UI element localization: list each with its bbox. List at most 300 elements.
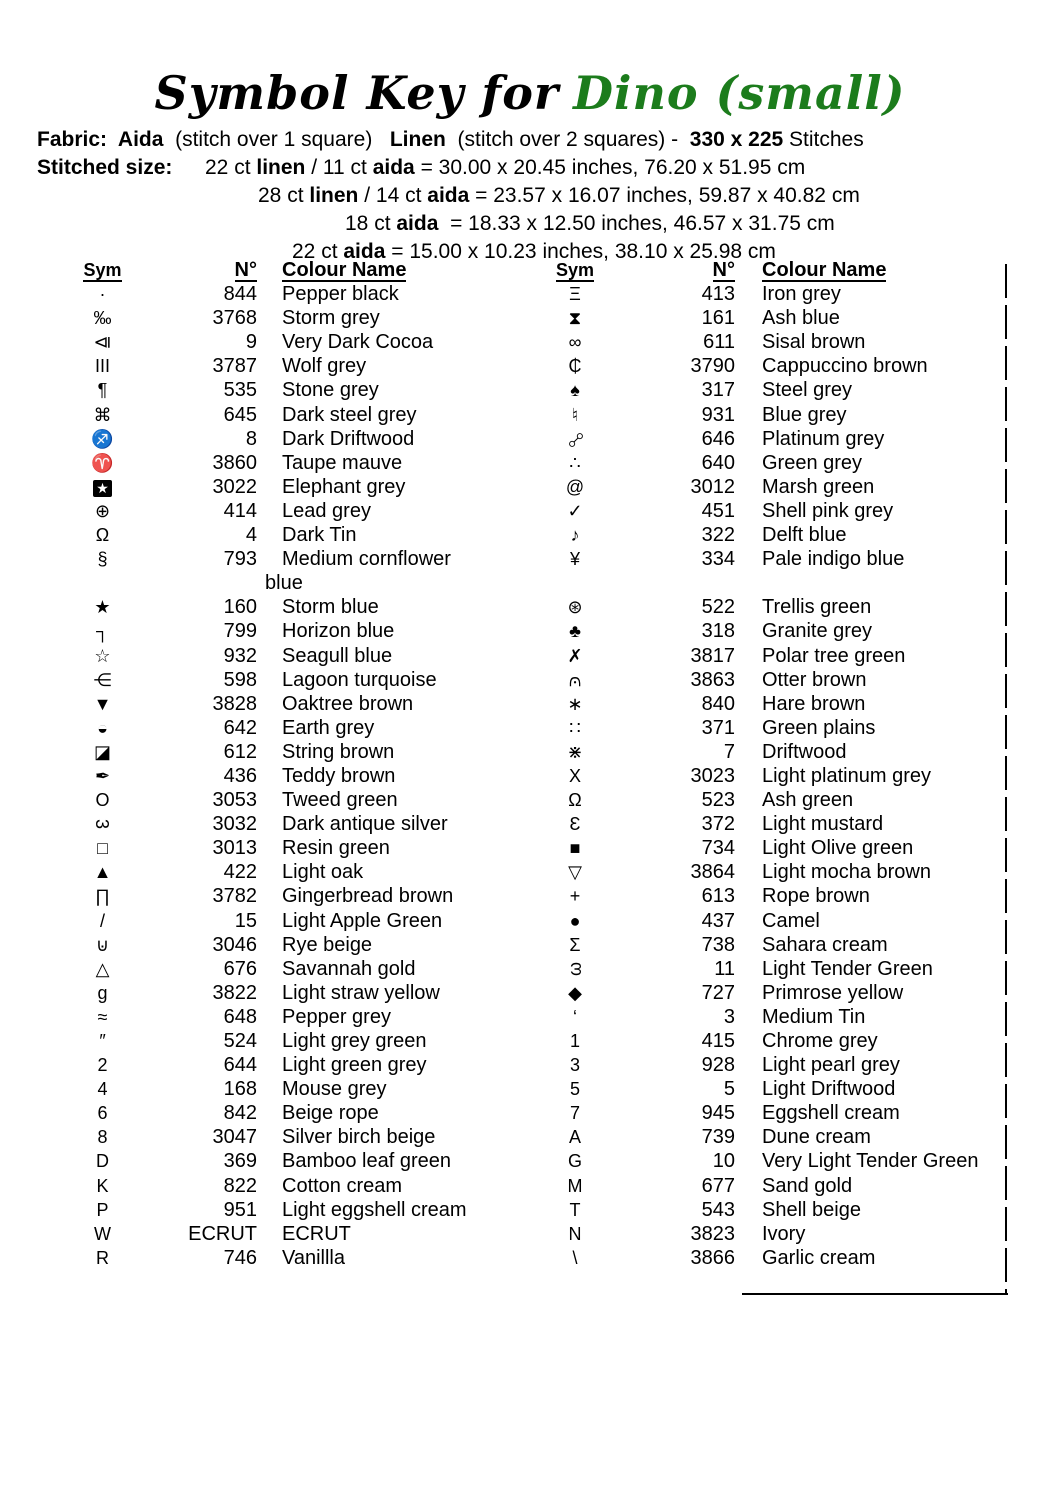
colour-name-cell: Tweed green <box>282 789 398 812</box>
stitch-symbol-glyph: ♠ <box>570 380 580 401</box>
stitch-symbol-glyph: ‘ <box>573 1006 577 1027</box>
header-colour-name-right <box>735 258 1025 282</box>
thread-number-cell: 3790 <box>690 355 735 378</box>
symbol-cell <box>60 764 145 788</box>
colour-name-cell: Resin green <box>282 837 390 860</box>
stitch-symbol-glyph: § <box>97 549 108 570</box>
symbol-cell <box>60 933 145 957</box>
colour-name-cell: Sahara cream <box>762 933 888 956</box>
colour-name-cell: Delft blue <box>762 524 847 547</box>
stitch-symbol-glyph: ω <box>565 961 585 976</box>
stitch-symbol-glyph: ⧗ <box>568 308 582 329</box>
stitched-size-line <box>205 154 864 182</box>
thread-number-cell: 951 <box>223 1198 257 1221</box>
thread-number-cell: 3 <box>723 1005 735 1028</box>
colour-name-cell: Light grey green <box>282 1030 427 1052</box>
thread-number-cell: 932 <box>223 644 257 667</box>
colour-name-cell: Light green grey <box>282 1054 427 1077</box>
thread-number-cell: 645 <box>223 403 257 426</box>
symbol-key-table <box>60 258 1025 1270</box>
stitch-symbol-glyph: M <box>567 1175 583 1196</box>
stitch-symbol-glyph: ≈ <box>97 1006 108 1027</box>
stitch-symbol-glyph: ⧟ <box>561 425 589 453</box>
thread-number-cell: 3828 <box>212 692 257 715</box>
thread-number-cell <box>620 571 735 595</box>
text-segment: (stitch over 1 square) <box>163 128 390 151</box>
stitch-symbol-glyph: 6 <box>97 1103 108 1124</box>
colour-name-cell: Light platinum grey <box>762 764 931 787</box>
symbol-cell <box>530 1149 620 1173</box>
stitch-symbol-glyph: R <box>96 1247 109 1268</box>
colour-name-cell: Storm grey <box>282 307 380 330</box>
stitch-symbol-glyph: \ <box>572 1247 578 1268</box>
thread-number-cell: 646 <box>701 427 735 450</box>
stitch-symbol-glyph: · <box>99 284 106 305</box>
colour-name-cell: Medium cornflower <box>282 548 451 571</box>
thread-number-cell: 3787 <box>212 355 257 378</box>
text-segment: aida <box>343 240 386 263</box>
header-number-right <box>620 258 735 282</box>
symbol-cell <box>530 306 620 330</box>
symbol-cell <box>530 427 620 451</box>
symbol-cell <box>530 933 620 957</box>
stitch-symbol-glyph: III <box>94 356 110 377</box>
thread-number-cell: 535 <box>223 379 257 402</box>
thread-number-cell: 931 <box>701 403 735 426</box>
thread-number-cell: 822 <box>223 1174 257 1197</box>
thread-number-cell: 451 <box>701 499 735 522</box>
stitch-symbol-glyph: 3 <box>569 1055 580 1076</box>
symbol-cell <box>530 330 620 354</box>
stitch-symbol-glyph: W <box>94 1223 111 1244</box>
thread-number-cell: 436 <box>223 764 257 787</box>
thread-number-cell: 437 <box>701 909 735 932</box>
thread-number-cell: 168 <box>223 1078 257 1101</box>
thread-number-cell: 612 <box>223 740 257 763</box>
symbol-cell <box>530 1077 620 1101</box>
colour-name-cell: Iron grey <box>762 283 841 306</box>
thread-number-cell: 734 <box>701 837 735 860</box>
text-segment: 330 x 225 <box>689 128 784 151</box>
symbol-cell <box>60 957 145 981</box>
colour-name-cell: Medium Tin <box>762 1005 866 1028</box>
symbol-cell <box>530 595 620 619</box>
symbol-cell <box>530 1053 620 1077</box>
symbol-cell <box>60 619 145 643</box>
symbol-cell <box>60 523 145 547</box>
thread-number-cell: 8 <box>245 427 257 450</box>
colour-name-cell: Beige rope <box>282 1102 379 1125</box>
stitch-symbol-glyph: ∷ <box>569 717 581 738</box>
stitch-symbol-glyph: 7 <box>569 1103 580 1124</box>
symbol-cell <box>530 378 620 402</box>
symbol-cell <box>60 330 145 354</box>
page-edge-bottom-line <box>742 1293 1008 1295</box>
stitch-symbol-glyph: ♪ <box>570 525 580 546</box>
stitch-symbol-glyph: ∗ <box>567 693 583 714</box>
symbol-cell <box>60 547 145 571</box>
colour-name-cell: Light Olive green <box>762 837 914 860</box>
symbol-cell <box>530 282 620 306</box>
colour-name-cell: Cotton cream <box>282 1174 403 1197</box>
colour-name-cell: Ivory <box>762 1222 806 1245</box>
text-segment: Fabric: <box>37 128 118 151</box>
symbol-cell <box>530 1101 620 1125</box>
symbol-cell <box>530 1029 620 1053</box>
symbol-cell <box>530 668 620 692</box>
thread-number-cell: 928 <box>701 1054 735 1077</box>
header-sym-right-text: Sym <box>555 260 595 280</box>
colour-name-cell: Light eggshell cream <box>282 1198 467 1221</box>
colour-name-cell: Pepper grey <box>282 1005 391 1028</box>
colour-name-cell: Otter brown <box>762 668 867 691</box>
stitch-symbol-glyph: ⩀ <box>568 669 582 690</box>
stitch-symbol-glyph: Ω <box>95 525 110 546</box>
thread-number-cell: 422 <box>223 861 257 884</box>
page-edge-dashed-line <box>1005 264 1007 1293</box>
text-segment: linen <box>309 184 359 207</box>
thread-number-cell: 799 <box>223 620 257 643</box>
thread-number-cell: 676 <box>223 957 257 980</box>
symbol-cell <box>530 884 620 908</box>
colour-name-cell: Light straw yellow <box>282 981 440 1004</box>
symbol-cell <box>60 1101 145 1125</box>
stitch-symbol-glyph: O <box>95 790 110 811</box>
symbol-cell <box>530 909 620 933</box>
thread-number-cell: 3782 <box>212 885 257 908</box>
thread-number-cell: 317 <box>701 379 735 402</box>
stitch-symbol-glyph: ‰ <box>93 308 112 329</box>
thread-number-cell: 3013 <box>212 837 257 860</box>
thread-number-cell: 746 <box>223 1246 257 1269</box>
stitch-symbol-glyph: ¥ <box>569 549 580 570</box>
stitch-symbol-glyph: ⋇ <box>567 741 583 762</box>
symbol-cell <box>530 354 620 378</box>
symbol-cell <box>60 306 145 330</box>
thread-number-cell: 414 <box>223 499 257 522</box>
symbol-cell <box>60 860 145 884</box>
symbol-cell <box>60 788 145 812</box>
colour-name-cell: Bamboo leaf green <box>282 1150 452 1173</box>
symbol-cell <box>60 451 145 475</box>
colour-name-cell <box>735 571 1025 595</box>
symbol-cell <box>530 812 620 836</box>
thread-number-cell: 945 <box>701 1102 735 1125</box>
symbol-cell <box>60 595 145 619</box>
colour-name-cell: Light mustard <box>762 813 884 836</box>
text-segment: 22 ct <box>205 156 257 179</box>
stitch-symbol-glyph: ⊍ <box>95 934 110 955</box>
header-colour-name-right-text: Colour Name <box>762 259 887 281</box>
title-pattern-name: Dino (small) <box>573 66 906 120</box>
thread-number-cell: 523 <box>701 789 735 812</box>
colour-name-cell: Shell pink grey <box>762 499 894 522</box>
symbol-cell <box>530 1125 620 1149</box>
symbol-cell <box>60 475 145 499</box>
stitch-symbol-glyph: Ξ <box>569 284 581 305</box>
text-segment: 18 ct <box>345 212 397 235</box>
stitch-symbol-glyph: 5 <box>569 1079 580 1100</box>
header-sym-right <box>530 258 620 282</box>
colour-name-cell: Platinum grey <box>762 427 885 450</box>
colour-name-cell: Light pearl grey <box>762 1054 900 1077</box>
thread-number-cell: 524 <box>223 1030 257 1052</box>
stitch-symbol-glyph: □ <box>97 838 108 859</box>
symbol-cell <box>530 957 620 981</box>
stitch-symbol-glyph: / <box>99 910 105 931</box>
colour-name-cell: Lagoon turquoise <box>282 668 437 691</box>
thread-number-cell: 372 <box>701 813 735 836</box>
symbol-cell <box>530 740 620 764</box>
thread-number-cell <box>145 571 257 595</box>
stitch-symbol-glyph: K <box>96 1175 109 1196</box>
stitch-symbol-glyph: ★ <box>93 480 112 497</box>
symbol-cell <box>60 1198 145 1222</box>
colour-name-cell: Rope brown <box>762 885 870 908</box>
symbol-cell <box>530 1198 620 1222</box>
symbol-cell <box>530 788 620 812</box>
text-segment: (stitch over 2 squares) - <box>445 128 690 151</box>
page-title <box>0 68 1060 118</box>
stitch-symbol-glyph: ◒ <box>97 717 108 738</box>
thread-number-cell: 640 <box>701 451 735 474</box>
symbol-cell <box>530 1246 620 1270</box>
thread-number-cell: 543 <box>701 1198 735 1221</box>
symbol-cell <box>530 619 620 643</box>
thread-number-cell: 3823 <box>690 1222 735 1245</box>
colour-name-cell: Dune cream <box>762 1126 871 1149</box>
colour-name-cell: Green plains <box>762 716 876 739</box>
thread-number-cell: 677 <box>701 1174 735 1197</box>
stitch-symbol-glyph: @ <box>565 476 585 497</box>
colour-name-cell: Granite grey <box>762 620 873 643</box>
thread-number-cell: 160 <box>223 596 257 619</box>
fabric-line <box>37 126 864 154</box>
stitch-symbol-glyph: ⊕ <box>94 500 111 521</box>
symbol-cell <box>60 740 145 764</box>
colour-name-cell: Gingerbread brown <box>282 885 454 908</box>
thread-number-cell: 10 <box>712 1150 735 1173</box>
colour-name-cell: Light Tender Green <box>762 957 933 980</box>
colour-name-cell: Silver birch beige <box>282 1126 436 1149</box>
symbol-cell <box>60 282 145 306</box>
colour-name-cell: Sisal brown <box>762 331 866 354</box>
colour-name-cell: Eggshell cream <box>762 1102 900 1125</box>
symbol-cell <box>60 1149 145 1173</box>
thread-number-cell: 738 <box>701 933 735 956</box>
thread-number-cell: 4 <box>245 524 257 547</box>
header-colour-name-left-text: Colour Name <box>282 259 407 281</box>
stitch-symbol-glyph: ▼ <box>93 693 112 714</box>
colour-name-cell: Hare brown <box>762 692 866 715</box>
colour-name-cell: Dark Tin <box>282 524 357 547</box>
text-segment: linen <box>256 156 306 179</box>
colour-name-cell: String brown <box>282 740 395 763</box>
thread-number-cell: 371 <box>701 716 735 739</box>
colour-name-cell: Dark antique silver <box>282 813 448 836</box>
colour-name-cell: Lead grey <box>282 499 371 522</box>
symbol-cell <box>60 884 145 908</box>
stitch-symbol-glyph: P <box>96 1199 109 1220</box>
pattern-info <box>37 126 864 266</box>
symbol-cell <box>60 1005 145 1029</box>
header-colour-name-left <box>257 258 530 282</box>
symbol-cell <box>60 1125 145 1149</box>
stitch-symbol-glyph: ● <box>569 910 581 931</box>
text-segment: = 15.00 x 10.23 inches, 38.10 x 25.98 cm <box>385 240 776 263</box>
text-segment: = 30.00 x 20.45 inches, 76.20 x 51.95 cm <box>414 156 806 179</box>
stitch-symbol-glyph: ♣ <box>569 621 581 642</box>
stitch-symbol-glyph: ∞ <box>568 332 582 353</box>
colour-name-cell: ECRUT <box>282 1222 351 1245</box>
symbol-cell <box>60 909 145 933</box>
stitch-symbol-glyph: X <box>568 765 581 786</box>
stitch-symbol-glyph: ✒ <box>94 765 111 786</box>
symbol-cell <box>60 354 145 378</box>
thread-number-cell: 3866 <box>690 1246 735 1269</box>
symbol-cell <box>60 1053 145 1077</box>
symbol-cell <box>530 1222 620 1246</box>
text-segment: Stitches <box>783 128 864 151</box>
colour-name-cell: Mouse grey <box>282 1078 387 1101</box>
stitch-symbol-glyph: ⊛ <box>567 597 583 618</box>
stitch-symbol-glyph: Ω <box>568 790 582 811</box>
symbol-cell <box>60 981 145 1005</box>
stitch-symbol-glyph: 8 <box>97 1127 108 1148</box>
stitch-symbol-glyph: G <box>567 1151 582 1172</box>
colour-name-cell: Camel <box>762 909 820 932</box>
stitched-size-line <box>345 210 864 238</box>
thread-number-cell: 5 <box>723 1078 735 1101</box>
symbol-cell <box>60 1246 145 1270</box>
thread-number-cell: 642 <box>223 716 257 739</box>
colour-name-cell: Pale indigo blue <box>762 548 905 571</box>
stitch-symbol-glyph: ¶ <box>97 380 108 401</box>
text-segment: aida <box>396 212 439 235</box>
thread-number-cell: 739 <box>701 1126 735 1149</box>
symbol-cell <box>530 692 620 716</box>
thread-number-cell: 3046 <box>212 933 257 956</box>
symbol-cell <box>530 571 620 595</box>
stitch-symbol-glyph: Ɛ <box>569 814 581 835</box>
stitch-symbol-glyph: N <box>568 1223 582 1244</box>
symbol-cell <box>530 716 620 740</box>
colour-name-cell: Blue grey <box>762 403 847 426</box>
symbol-cell <box>60 1222 145 1246</box>
stitch-symbol-glyph: g <box>97 982 108 1003</box>
symbol-cell <box>530 475 620 499</box>
thread-number-cell: 793 <box>223 548 257 571</box>
thread-number-cell: 727 <box>701 981 735 1004</box>
text-segment: aida <box>427 184 470 207</box>
symbol-cell <box>60 1077 145 1101</box>
stitch-symbol-glyph: △ <box>95 958 110 979</box>
colour-name-cell: Shell beige <box>762 1198 861 1221</box>
stitch-symbol-glyph: ⋲ <box>93 669 112 690</box>
thread-number-cell: 3864 <box>690 861 735 884</box>
text-segment: Aida <box>117 128 164 151</box>
colour-name-cell: Vanillla <box>282 1246 345 1269</box>
thread-number-cell: ECRUT <box>188 1222 257 1245</box>
stitch-symbol-glyph: ✓ <box>567 500 583 521</box>
text-segment: 22 ct <box>292 240 344 263</box>
colour-name-cell: Primrose yellow <box>762 981 904 1004</box>
thread-number-cell: 3053 <box>212 789 257 812</box>
text-segment: aida <box>372 156 415 179</box>
colour-name-cell: Steel grey <box>762 379 853 402</box>
stitch-symbol-glyph: ₵ <box>568 356 582 377</box>
symbol-cell <box>60 836 145 860</box>
header-number-right-text: N° <box>712 259 735 281</box>
thread-number-cell: 334 <box>701 548 735 571</box>
thread-number-cell: 369 <box>223 1150 257 1173</box>
colour-name-cell: blue <box>265 572 303 595</box>
colour-name-cell: Very Dark Cocoa <box>282 331 434 354</box>
thread-number-cell: 318 <box>701 620 735 643</box>
stitch-symbol-glyph: ┐ <box>96 621 109 642</box>
symbol-cell <box>60 571 145 595</box>
text-segment: 28 ct <box>258 184 310 207</box>
symbol-cell <box>530 1005 620 1029</box>
colour-name-cell: Horizon blue <box>282 620 395 643</box>
symbol-cell <box>530 1174 620 1198</box>
symbol-cell <box>530 764 620 788</box>
thread-number-cell: 611 <box>703 331 735 354</box>
colour-name-cell: Light Driftwood <box>762 1078 896 1101</box>
stitch-symbol-glyph: ∏ <box>95 886 110 907</box>
thread-number-cell: 844 <box>223 283 257 306</box>
thread-number-cell: 3822 <box>212 981 257 1004</box>
header-sym-left <box>60 258 145 282</box>
text-segment: Linen <box>389 128 446 151</box>
stitch-symbol-glyph: ▽ <box>568 862 582 883</box>
symbol-cell <box>60 1029 145 1053</box>
thread-number-cell: 842 <box>223 1102 257 1125</box>
symbol-cell <box>60 403 145 427</box>
thread-number-cell: 413 <box>701 283 735 306</box>
stitch-symbol-glyph: ♐ <box>91 428 114 449</box>
stitched-size-label: Stitched size: <box>37 156 173 179</box>
title-prefix: Symbol Key for <box>154 66 560 120</box>
colour-name-cell: Stone grey <box>282 379 379 402</box>
symbol-cell <box>60 812 145 836</box>
colour-name-cell: Light mocha brown <box>762 861 931 884</box>
colour-name-cell: Cappuccino brown <box>762 355 928 378</box>
stitch-symbol-glyph: + <box>569 886 581 907</box>
thread-number-cell: 9 <box>245 331 257 354</box>
thread-number-cell: 415 <box>701 1030 735 1052</box>
stitch-symbol-glyph: 3 <box>92 819 113 830</box>
stitch-symbol-glyph: ◆ <box>568 982 582 1003</box>
header-sym-left-text: Sym <box>83 260 122 280</box>
symbol-cell <box>530 981 620 1005</box>
thread-number-cell: 3860 <box>212 451 257 474</box>
text-segment: / 11 ct <box>305 156 373 179</box>
symbol-cell <box>530 836 620 860</box>
colour-name-cell: Green grey <box>762 451 863 474</box>
text-segment: / 14 ct <box>358 184 428 207</box>
thread-number-cell: 648 <box>223 1005 257 1028</box>
colour-name-cell: Dark Driftwood <box>282 427 415 450</box>
symbol-cell <box>60 644 145 668</box>
colour-name-cell: Wolf grey <box>282 355 367 378</box>
colour-name-cell: Sand gold <box>762 1174 853 1197</box>
stitch-symbol-glyph: ◪ <box>93 741 111 762</box>
thread-number-cell: 15 <box>234 909 257 932</box>
stitched-size-lines <box>205 154 864 266</box>
stitch-symbol-glyph: ∴ <box>569 452 581 473</box>
stitched-size-line <box>258 182 864 210</box>
